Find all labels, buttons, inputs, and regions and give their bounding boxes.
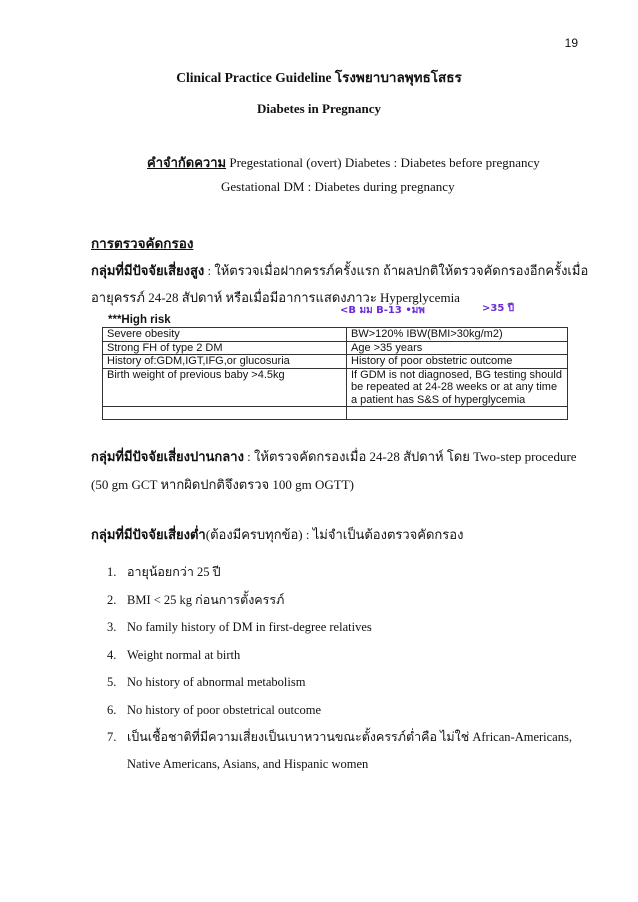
list-item-text: อายุน้อยกว่า 25 ปี — [127, 565, 221, 579]
moderate-risk-label: กลุ่มที่มีปัจจัยเสี่ยงปานกลาง — [91, 449, 244, 464]
high-risk-line-1 — [91, 260, 588, 281]
annotation-left: <B มม B-13 •มพ — [340, 305, 425, 316]
list-item-text: BMI < 25 kg ก่อนการตั้งครรภ์ — [127, 592, 285, 607]
list-item: 3. No family history of DM in first-degree relatives — [107, 620, 372, 634]
moderate-risk-line-2: (50 gm GCT หากผิดปกติจึงตรวจ 100 gm OGTT) — [91, 477, 354, 492]
list-item-text: No history of poor obstetrical outcome — [127, 702, 322, 717]
risk-table-title: ***High risk — [108, 314, 171, 326]
list-item-text: เป็นเชื้อชาติที่มีความเสี่ยงเป็นเบาหวานขณะตั้งครรภ์ต่ำคือ ไม่ใช่ African-Americans, — [127, 730, 572, 744]
high-risk-label: กลุ่มที่มีปัจจัยเสี่ยงสูง — [91, 263, 205, 278]
low-risk-label: กลุ่มที่มีปัจจัยเสี่ยงต่ำ — [91, 527, 206, 542]
risk-table — [102, 327, 568, 420]
table-cell — [347, 407, 568, 420]
table-cell: If GDM is not diagnosed, BG testing should be repeated at 24-28 weeks or at any time a patient has S&S of hyperglycemia — [347, 368, 568, 407]
definition-text-1: Pregestational (overt) Diabetes : Diabetes before pregnancy — [226, 155, 540, 170]
high-risk-line-2: อายุครรภ์ 24-28 สัปดาห์ หรือเมื่อมีอาการแสดงภาวะ Hyperglycemia — [91, 290, 460, 305]
low-risk-text: (ต้องมีครบทุกข้อ) : ไม่จำเป็นต้องตรวจคัดกรอง — [205, 527, 464, 542]
annotation-right: >35 ปี — [482, 303, 515, 314]
table-row — [103, 341, 568, 355]
list-item-text: No history of abnormal metabolism — [127, 675, 306, 689]
list-item-text: No family history of DM in first-degree relatives — [127, 620, 372, 634]
table-cell: Age >35 years — [347, 341, 568, 355]
moderate-risk-line-1 — [91, 446, 577, 467]
document-subtitle: Diabetes in Pregnancy — [257, 101, 381, 116]
low-risk-line — [91, 524, 463, 545]
table-row — [103, 368, 568, 407]
list-item: 2. BMI < 25 kg ก่อนการตั้งครรภ์ — [107, 592, 285, 607]
list-item: 4. Weight normal at birth — [107, 647, 241, 662]
page-number: 19 — [564, 36, 578, 50]
table-row — [103, 407, 568, 420]
definition-line-1 — [147, 152, 540, 173]
definition-line-2: Gestational DM : Diabetes during pregnancy — [221, 179, 455, 194]
document-title: Clinical Practice Guideline โรงพยาบาลพุทธโสธร — [176, 70, 462, 85]
table-cell: History of poor obstetric outcome — [347, 355, 568, 369]
low-risk-criteria-list — [107, 563, 572, 773]
table-row — [103, 328, 568, 342]
list-item: 5. No history of abnormal metabolism — [107, 675, 306, 689]
definition-label: คำจำกัดความ — [147, 155, 227, 170]
table-cell: Birth weight of previous baby >4.5kg — [103, 368, 347, 407]
table-cell — [103, 407, 347, 420]
list-item: 6. No history of poor obstetrical outcome — [107, 702, 322, 717]
list-item: 1. อายุน้อยกว่า 25 ปี — [107, 565, 221, 579]
high-risk-text-1: : ให้ตรวจเมื่อฝากครรภ์ครั้งแรก ถ้าผลปกติให้ตรวจคัดกรองอีกครั้งเมื่อ — [204, 263, 589, 278]
table-row — [103, 355, 568, 369]
moderate-risk-text-1: : ให้ตรวจคัดกรองเมื่อ 24-28 สัปดาห์ โดย Two-step procedure — [243, 449, 577, 464]
high-risk-table-block — [102, 313, 568, 420]
list-item-continuation: Native Americans, Asians, and Hispanic women — [127, 757, 369, 771]
list-item: 7. เป็นเชื้อชาติที่มีความเสี่ยงเป็นเบาหวานขณะตั้งครรภ์ต่ำคือ ไม่ใช่ African-Americans, Native Americans, Asians, and Hispanic women — [107, 730, 572, 771]
table-cell: Severe obesity — [103, 328, 347, 342]
table-cell: Strong FH of type 2 DM — [103, 341, 347, 355]
screening-heading: การตรวจคัดกรอง — [91, 236, 194, 251]
table-cell: BW>120% IBW(BMI>30kg/m2) — [347, 328, 568, 342]
list-item-text: Weight normal at birth — [127, 647, 241, 662]
table-cell: History of:GDM,IGT,IFG,or glucosuria — [103, 355, 347, 369]
